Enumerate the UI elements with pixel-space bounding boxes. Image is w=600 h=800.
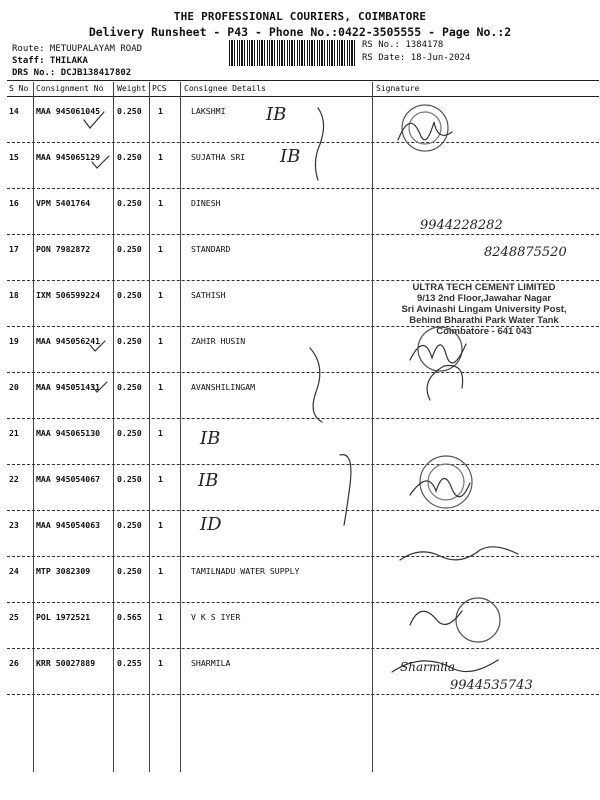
handwritten-phone: 9944228282 [420, 218, 503, 233]
row-pcs: 1 [158, 152, 163, 162]
handwritten-id: ID [200, 514, 222, 535]
stamp-line: Coimbatore - 641 043 [436, 326, 532, 337]
row-consignment: MTP 3082309 [36, 566, 91, 576]
table-row [7, 557, 599, 603]
table-row [7, 97, 599, 143]
handwritten-ib: IB [200, 428, 221, 449]
row-weight: 0.250 [117, 520, 142, 530]
row-sno: 16 [9, 198, 19, 208]
col-pcs: PCS [152, 84, 167, 93]
row-weight: 0.250 [117, 566, 142, 576]
row-sno: 21 [9, 428, 19, 438]
row-weight: 0.255 [117, 658, 142, 668]
row-consignee: STANDARD [191, 244, 231, 254]
row-weight: 0.250 [117, 152, 142, 162]
handwritten-ib: IB [280, 146, 301, 167]
row-weight: 0.250 [117, 244, 142, 254]
row-consignment: MAA 945051431 [36, 382, 101, 392]
table-row [7, 281, 599, 327]
row-consignment: MAA 945056241 [36, 336, 101, 346]
row-pcs: 1 [158, 382, 163, 392]
stamp-line: 9/13 2nd Floor,Jawahar Nagar [416, 293, 552, 304]
row-sno: 24 [9, 566, 19, 576]
row-pcs: 1 [158, 428, 163, 438]
table-row [7, 603, 599, 649]
row-pcs: 1 [158, 658, 163, 668]
row-pcs: 1 [158, 566, 163, 576]
row-pcs: 1 [158, 290, 163, 300]
row-consignee: AVANSHILINGAM [191, 382, 256, 392]
handwritten-phone: 9944535743 [450, 678, 533, 693]
runsheet-subtitle [0, 25, 600, 39]
drs-number: DRS No.: DCJB138417802 [12, 68, 132, 78]
row-consignment: MAA 945054067 [36, 474, 101, 484]
handwritten-phone: 8248875520 [484, 245, 567, 260]
row-sno: 14 [9, 106, 19, 116]
row-sno: 23 [9, 520, 19, 530]
row-weight: 0.250 [117, 198, 142, 208]
row-weight: 0.250 [117, 428, 142, 438]
table-row [7, 419, 599, 465]
row-consignee: SATHISH [191, 290, 226, 300]
col-weight: Weight [117, 84, 146, 93]
row-sno: 25 [9, 612, 19, 622]
row-weight: 0.565 [117, 612, 142, 622]
runsheet-subtitle-text: Delivery Runsheet - P43 - Phone No.:0422-3505555 [88, 25, 422, 39]
row-consignment: POL 1972521 [36, 612, 91, 622]
stamp-line: Behind Bharathi Park Water Tank [409, 315, 559, 326]
row-weight: 0.250 [117, 336, 142, 346]
row-weight: 0.250 [117, 474, 142, 484]
row-consignment: MAA 945061045 [36, 106, 101, 116]
col-signature: Signature [376, 84, 420, 93]
handwritten-ib: IB [198, 470, 219, 491]
page-number: - Page No.:2 [428, 25, 512, 39]
row-pcs: 1 [158, 336, 163, 346]
row-pcs: 1 [158, 106, 163, 116]
col-sno: S No [9, 84, 29, 93]
barcode [229, 40, 355, 66]
row-consignee: DINESH [191, 198, 221, 208]
route: Route: METUUPALAYAM ROAD [12, 44, 143, 54]
row-consignee: TAMILNADU WATER SUPPLY [191, 566, 300, 576]
rs-date: RS Date: 18-Jun-2024 [362, 53, 471, 63]
row-pcs: 1 [158, 198, 163, 208]
row-consignee: SUJATHA SRI [191, 152, 246, 162]
row-consignment: MAA 945065130 [36, 428, 101, 438]
table-row [7, 373, 599, 419]
row-sno: 22 [9, 474, 19, 484]
row-sno: 17 [9, 244, 19, 254]
row-pcs: 1 [158, 474, 163, 484]
row-consignment: PON 7982872 [36, 244, 91, 254]
stamp-line: Sri Avinashi Lingam University Post, [401, 304, 567, 315]
table-row [7, 235, 599, 281]
table-row [7, 465, 599, 511]
row-weight: 0.250 [117, 290, 142, 300]
handwritten-ib: IB [266, 104, 287, 125]
row-weight: 0.250 [117, 106, 142, 116]
row-consignment: MAA 945065129 [36, 152, 101, 162]
row-sno: 20 [9, 382, 19, 392]
row-pcs: 1 [158, 520, 163, 530]
row-consignee: V K S IYER [191, 612, 241, 622]
row-consignee: ZAHIR HUSIN [191, 336, 246, 346]
table-row [7, 511, 599, 557]
handwritten-name: Sharmila [400, 660, 456, 674]
col-consignee: Consignee Details [184, 84, 266, 93]
row-pcs: 1 [158, 612, 163, 622]
staff: Staff: THILAKA [12, 56, 88, 66]
table-row [7, 649, 599, 695]
row-consignee: SHARMILA [191, 658, 231, 668]
table-row [7, 189, 599, 235]
row-sno: 18 [9, 290, 19, 300]
company-title: THE PROFESSIONAL COURIERS, COIMBATORE [173, 10, 427, 23]
row-sno: 26 [9, 658, 19, 668]
row-consignment: KRR 50027889 [36, 658, 96, 668]
row-consignee: LAKSHMI [191, 106, 226, 116]
row-pcs: 1 [158, 244, 163, 254]
rs-number: RS No.: 1384178 [362, 40, 444, 50]
col-consignment: Consignment No [36, 84, 104, 93]
header-rule-top [7, 80, 599, 81]
row-consignment: MAA 945054063 [36, 520, 101, 530]
row-consignment: VPM 5401764 [36, 198, 91, 208]
row-sno: 15 [9, 152, 19, 162]
table-row [7, 327, 599, 373]
row-sno: 19 [9, 336, 19, 346]
row-weight: 0.250 [117, 382, 142, 392]
table-row [7, 143, 599, 189]
row-consignment: IXM 506599224 [36, 290, 101, 300]
stamp-line: ULTRA TECH CEMENT LIMITED [412, 282, 556, 293]
